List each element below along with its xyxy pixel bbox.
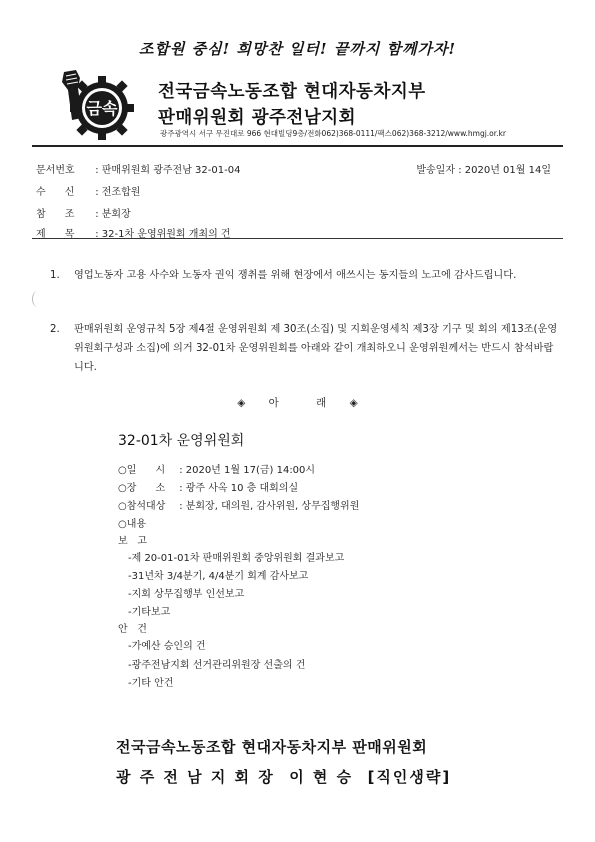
diamond-right-icon: ◈ <box>349 397 358 409</box>
recipient-value: 전조합원 <box>101 187 141 198</box>
doc-number-label: 문서번호 <box>36 165 75 176</box>
signature-org: 전국금속노동조합 현대자동차지부 판매위원회 <box>116 738 428 756</box>
issue-date-label: 발송일자 <box>416 165 455 176</box>
meeting-content-label: ○내용 <box>118 519 147 530</box>
meeting-title: 32-01차 운영위원회 <box>118 433 245 449</box>
paragraph-2-text: 판매위원회 운영규칙 5장 제4절 운영위원회 제 30조(소집) 및 지회운영세칙 제3장 기구 및 회의 제13조(운영위원회구성과 소집)에 의거 32-01차 운영위원회를 아래와 같이 개최하오니 운영위원께서는 반드시 참석바랍니다. <box>74 324 558 373</box>
meeting-attendees-value: : 분회장, 대의원, 감사위원, 상무집행위원 <box>179 501 360 512</box>
meeting-attendees-label: ○참석대상 <box>118 501 166 512</box>
reference-value: 분회장 <box>101 209 131 220</box>
meta-divider <box>32 238 563 239</box>
recipient-colon: : <box>95 187 102 198</box>
issue-date-value: 2020년 01월 14일 <box>464 165 551 176</box>
below-heading-a: 아 <box>268 397 279 409</box>
report-label: 보 고 <box>118 536 147 547</box>
report-item: -31년차 3/4분기, 4/4분기 회계 감사보고 <box>128 571 309 582</box>
paragraph-2 <box>50 320 562 377</box>
header-divider <box>32 145 563 147</box>
paragraph-1-number: 1. <box>50 270 60 281</box>
paragraph-2-number: 2. <box>50 324 60 335</box>
reference-colon: : <box>95 209 102 220</box>
doc-number-row <box>36 161 240 176</box>
org-name-line1: 전국금속노동조합 현대자동차지부 <box>158 82 426 102</box>
subject-colon: : <box>95 229 102 240</box>
punch-hole-mark <box>32 291 43 307</box>
agenda-item: -광주전남지회 선거관리위원장 선출의 건 <box>128 660 306 671</box>
meeting-place-value: : 광주 사옥 10 층 대회의실 <box>179 483 299 494</box>
slogan: 조합원 중심! 희망찬 일터! 끝까지 함께가자! <box>138 40 457 58</box>
meeting-place-label: ○장 소 <box>118 483 166 494</box>
org-name-line2: 판매위원회 광주전남지회 <box>158 108 357 128</box>
report-item: -지회 상무집행부 인선보고 <box>128 589 245 600</box>
logo-text: 금속 <box>86 99 118 118</box>
meeting-date-row <box>118 461 315 476</box>
agenda-item: -기타 안건 <box>128 678 174 689</box>
paragraph-1 <box>50 266 562 285</box>
diamond-left-icon: ◈ <box>237 397 246 409</box>
below-heading-rae: 래 <box>316 397 327 409</box>
issue-date-colon: : <box>458 165 465 176</box>
meeting-place-row <box>118 479 298 494</box>
agenda-label: 안 건 <box>118 624 147 635</box>
below-heading <box>0 395 595 410</box>
recipient-label: 수 신 <box>36 187 75 198</box>
letterhead <box>58 66 558 136</box>
agenda-item: -가예산 승인의 건 <box>128 641 206 652</box>
meeting-date-value: : 2020년 1월 17(금) 14:00시 <box>179 465 316 476</box>
subject-label: 제 목 <box>36 229 75 240</box>
subject-value: 32-1차 운영위원회 개최의 건 <box>101 229 231 240</box>
doc-number-value: 판매위원회 광주전남 32-01-04 <box>101 165 241 176</box>
signature-name: 광 주 전 남 지 회 장 이 현 승 [직인생략] <box>116 768 452 786</box>
reference-row <box>36 205 131 220</box>
union-logo-icon <box>58 68 138 140</box>
org-address: 광주광역시 서구 무진대로 966 현대빌딩9층/전화062)368-0111/팩스062)368-3212/www.hmgj.or.kr <box>160 129 506 138</box>
issue-date-row <box>416 161 551 176</box>
recipient-row <box>36 183 140 198</box>
report-item: -제 20-01-01차 판매위원회 중앙위원회 결과보고 <box>128 553 345 564</box>
meeting-date-label: ○일 시 <box>118 465 166 476</box>
report-item: -기타보고 <box>128 607 171 618</box>
doc-number-colon: : <box>95 165 102 176</box>
meeting-attendees-row <box>118 497 359 512</box>
reference-label: 참 조 <box>36 209 75 220</box>
paragraph-1-text: 영업노동자 고용 사수와 노동자 권익 쟁취를 위해 현장에서 애쓰시는 동지들의 노고에 감사드립니다. <box>74 270 517 281</box>
